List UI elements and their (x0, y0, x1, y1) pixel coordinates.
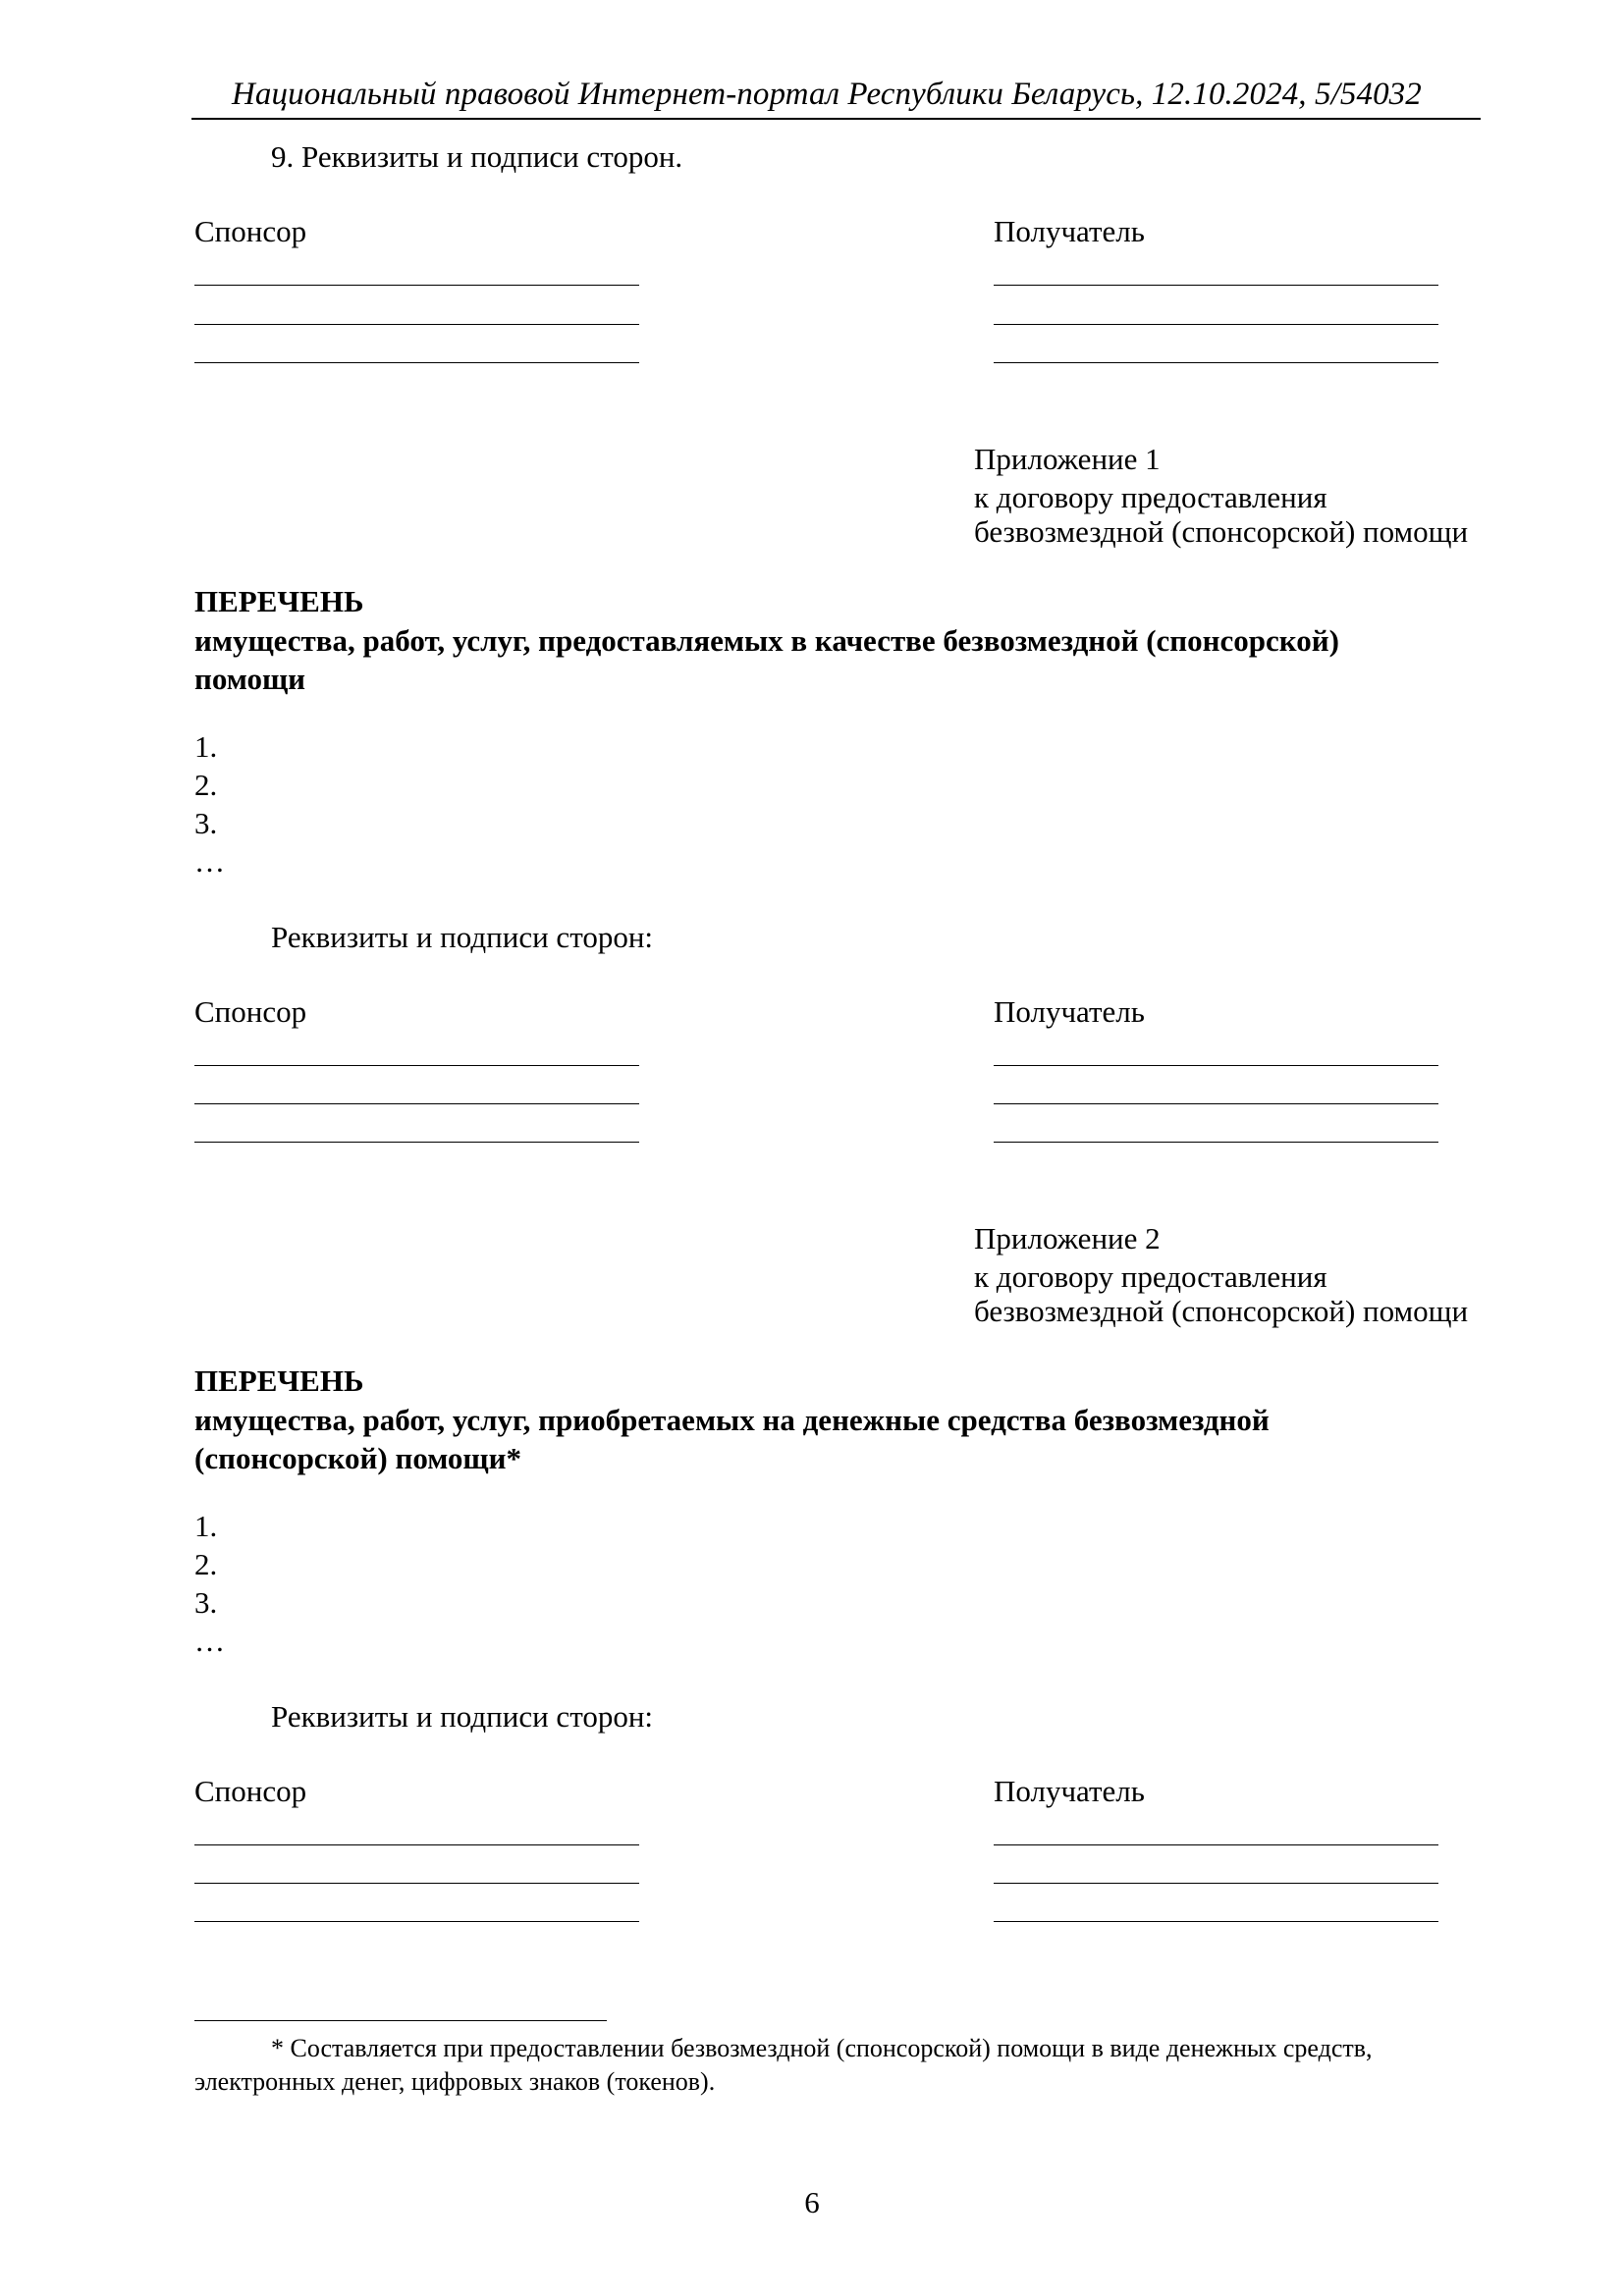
signature-line (994, 1103, 1438, 1104)
appendix1-label: Приложение 1 (974, 442, 1161, 476)
appendix2-label: Приложение 2 (974, 1221, 1161, 1255)
signature-line (194, 324, 639, 325)
appendix2-signatures-heading: Реквизиты и подписи сторон: (271, 1699, 654, 1734)
appendix1-recipient-label: Получатель (994, 994, 1145, 1029)
section9-title: 9. Реквизиты и подписи сторон. (271, 139, 683, 174)
signature-line (994, 1142, 1438, 1143)
header-rule (191, 118, 1481, 120)
signature-line (194, 1065, 639, 1066)
running-header: Национальный правовой Интернет-портал Республики Беларусь, 12.10.2024, 5/54032 (232, 77, 1422, 112)
page-number: 6 (804, 2185, 820, 2219)
appendix2-aid-type: безвозмездной (спонсорской) помощи (974, 1294, 1469, 1328)
list-item: 2. (194, 768, 218, 802)
list-item: 1. (194, 729, 218, 764)
appendix2-to-contract: к договору предоставления (974, 1259, 1327, 1294)
signature-line (994, 1883, 1438, 1884)
section9-recipient-label: Получатель (994, 214, 1145, 248)
appendix2-list-subtitle: (спонсорской) помощи* (194, 1441, 521, 1475)
footnote-text: * Составляется при предоставлении безвозмездной (спонсорской) помощи в виде денежных средств, (271, 2034, 1373, 2062)
signature-line (994, 1921, 1438, 1922)
appendix2-sponsor-label: Спонсор (194, 1774, 307, 1808)
signature-line (194, 285, 639, 286)
signature-line (994, 324, 1438, 325)
list-item: 3. (194, 1585, 218, 1620)
list-item: … (194, 844, 225, 879)
list-item: 3. (194, 806, 218, 840)
signature-line (194, 362, 639, 363)
appendix1-to-contract: к договору предоставления (974, 480, 1327, 514)
footnote-text: электронных денег, цифровых знаков (токенов). (194, 2067, 716, 2096)
appendix2-list-title: ПЕРЕЧЕНЬ (194, 1363, 364, 1398)
list-item: 2. (194, 1547, 218, 1581)
appendix1-signatures-heading: Реквизиты и подписи сторон: (271, 920, 654, 954)
appendix1-list-title: ПЕРЕЧЕНЬ (194, 584, 364, 618)
signature-line (994, 285, 1438, 286)
footnote-rule (194, 2020, 607, 2021)
signature-line (194, 1142, 639, 1143)
section9-sponsor-label: Спонсор (194, 214, 307, 248)
signature-line (994, 1844, 1438, 1845)
signature-line (194, 1844, 639, 1845)
appendix2-list-subtitle: имущества, работ, услуг, приобретаемых на денежные средства безвозмездной (194, 1403, 1270, 1437)
signature-line (194, 1883, 639, 1884)
signature-line (994, 362, 1438, 363)
signature-line (994, 1065, 1438, 1066)
signature-line (194, 1921, 639, 1922)
appendix1-aid-type: безвозмездной (спонсорской) помощи (974, 514, 1469, 549)
list-item: 1. (194, 1509, 218, 1543)
signature-line (194, 1103, 639, 1104)
appendix1-sponsor-label: Спонсор (194, 994, 307, 1029)
appendix2-recipient-label: Получатель (994, 1774, 1145, 1808)
list-item: … (194, 1624, 225, 1658)
appendix1-list-subtitle: помощи (194, 662, 306, 696)
appendix1-list-subtitle: имущества, работ, услуг, предоставляемых в качестве безвозмездной (спонсорской) (194, 623, 1339, 658)
